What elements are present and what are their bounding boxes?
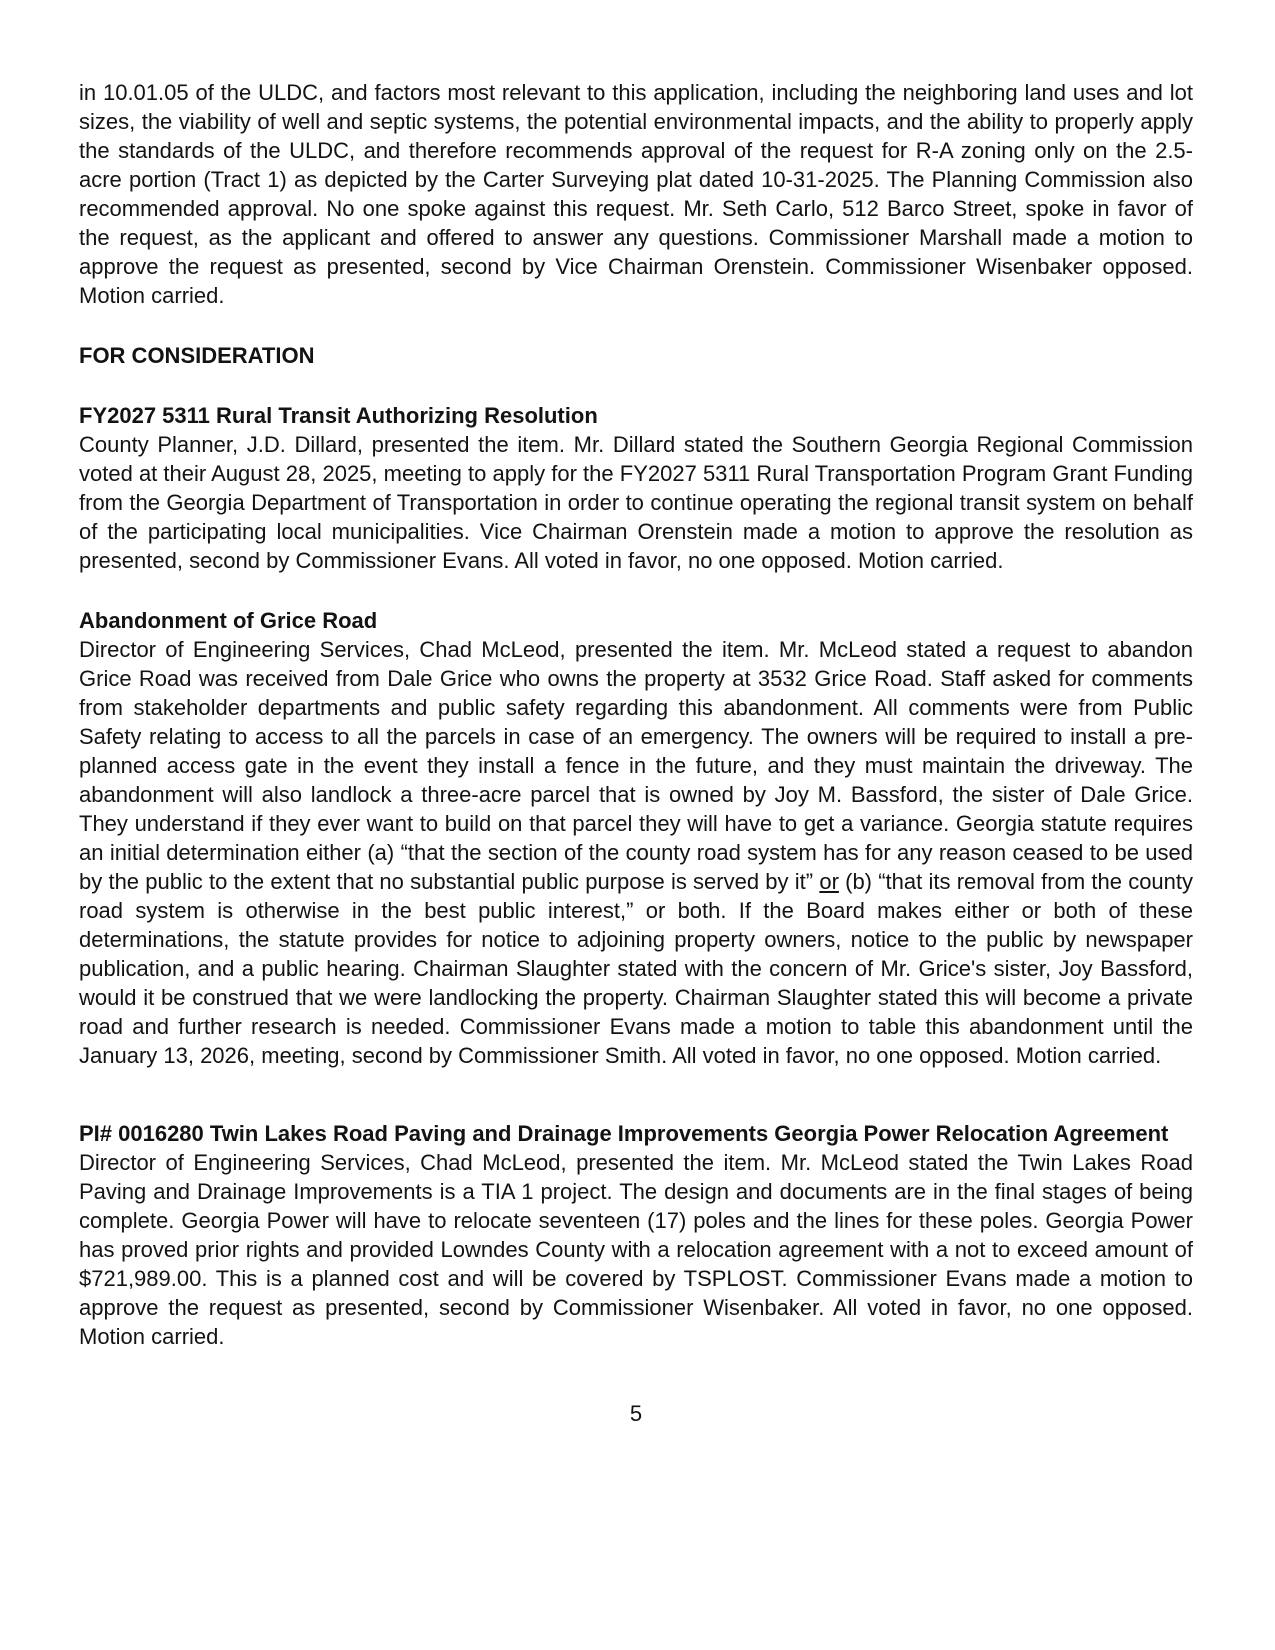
- body-text-run: (b) “that its removal from the county road system is otherwise in the best public interest,” or both. If the Board makes either or both of these determinations, the statute provides for notice to adjoining property owners, notice to the public by newspaper publication, and a public hearing. Chairman Slaughter stated with the concern of Mr. Grice's sister, Joy Bassford, would it be construed that we were landlocking the property. Chairman Slaughter stated this will become a private road and further research is needed. Commissioner Evans made a motion to table this abandonment until the January 13, 2026, meeting, second by Commissioner Smith. All voted in favor, no one opposed. Motion carried.: [79, 869, 1194, 1068]
- agenda-item-body: [79, 635, 1193, 1070]
- agenda-item-body: [79, 430, 1193, 575]
- agenda-item-title: PI# 0016280 Twin Lakes Road Paving and Drainage Improvements Georgia Power Relocation Agreement: [79, 1121, 1169, 1146]
- agenda-items: [79, 401, 1193, 1351]
- agenda-item-title: Abandonment of Grice Road: [79, 608, 378, 633]
- agenda-item-title: FY2027 5311 Rural Transit Authorizing Resolution: [79, 403, 598, 428]
- agenda-item-body: [79, 1148, 1193, 1351]
- agenda-item: [79, 606, 1193, 1070]
- agenda-item: [79, 1119, 1193, 1351]
- body-text-run: County Planner, J.D. Dillard, presented the item. Mr. Dillard stated the Southern Georgia Regional Commission voted at their August 28, 2025, meeting to apply for the FY2027 5311 Rural Transportation Program Grant Funding from the Georgia Department of Transportation in order to continue operating the regional transit system on behalf of the participating local municipalities. Vice Chairman Orenstein made a motion to approve the resolution as presented, second by Commissioner Evans. All voted in favor, no one opposed. Motion carried.: [79, 432, 1193, 573]
- underlined-text: or: [819, 869, 839, 894]
- agenda-item: [79, 401, 1193, 575]
- for-consideration-heading: FOR CONSIDERATION: [79, 343, 315, 368]
- page-number: 5: [629, 1401, 643, 1426]
- body-text-run: Director of Engineering Services, Chad McLeod, presented the item. Mr. McLeod stated the Twin Lakes Road Paving and Drainage Improvements is a TIA 1 project. The design and documents are in the final stages of being complete. Georgia Power will have to relocate seventeen (17) poles and the lines for these poles. Georgia Power has proved prior rights and provided Lowndes County with a relocation agreement with a not to exceed amount of $721,989.00. This is a planned cost and will be covered by TSPLOST. Commissioner Evans made a motion to approve the request as presented, second by Commissioner Wisenbaker. All voted in favor, no one opposed. Motion carried.: [79, 1150, 1193, 1349]
- continuation-paragraph: in 10.01.05 of the ULDC, and factors most relevant to this application, including the neighboring land uses and lot sizes, the viability of well and septic systems, the potential environmental impacts, and the ability to properly apply the standards of the ULDC, and therefore recommends approval of the request for R-A zoning only on the 2.5-acre portion (Tract 1) as depicted by the Carter Surveying plat dated 10-31-2025. The Planning Commission also recommended approval. No one spoke against this request. Mr. Seth Carlo, 512 Barco Street, spoke in favor of the request, as the applicant and offered to answer any questions. Commissioner Marshall made a motion to approve the request as presented, second by Vice Chairman Orenstein. Commissioner Wisenbaker opposed. Motion carried.: [79, 80, 1193, 308]
- body-text-run: Director of Engineering Services, Chad McLeod, presented the item. Mr. McLeod stated a request to abandon Grice Road was received from Dale Grice who owns the property at 3532 Grice Road. Staff asked for comments from stakeholder departments and public safety regarding this abandonment. All comments were from Public Safety relating to access to all the parcels in case of an emergency. The owners will be required to install a pre-planned access gate in the event they install a fence in the future, and they must maintain the driveway. The abandonment will also landlock a three-acre parcel that is owned by Joy M. Bassford, the sister of Dale Grice. They understand if they ever want to build on that parcel they will have to get a variance. Georgia statute requires an initial determination either (a) “that the section of the county road system has for any reason ceased to be used by the public to the extent that no substantial public purpose is served by it”: [79, 637, 1193, 894]
